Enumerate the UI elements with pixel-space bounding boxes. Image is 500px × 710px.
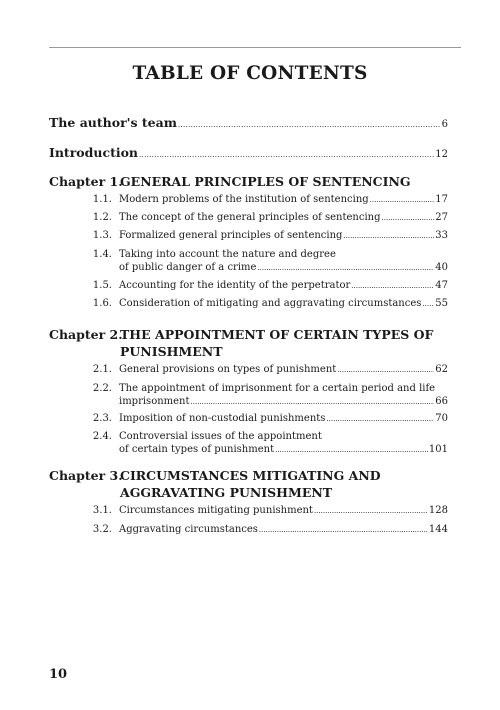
section-page: 66 [435, 395, 448, 407]
section-number: 3.2. [92, 524, 112, 535]
chapter-title: CIRCUMSTANCES MITIGATING AND AGGRAVATING PUNISHMENT [120, 468, 381, 500]
section-title: General provisions on types of punishment [119, 364, 337, 375]
section-title: Consideration of mitigating and aggravating circumstances [119, 298, 422, 309]
dot-leader [382, 212, 435, 225]
dot-leader [370, 194, 435, 207]
section-number: 2.4. [92, 431, 112, 442]
section-page: 101 [428, 443, 448, 455]
toc-entry-label: Introduction [49, 145, 139, 160]
section-number: 2.1. [92, 364, 112, 375]
section-title: Formalized general principles of sentencing [119, 230, 343, 241]
section-title-line1: The appointment of imprisonment for a certain period and life [119, 383, 436, 394]
section-number: 2.3. [92, 413, 112, 424]
toc-entry-authors-team[interactable] [49, 115, 448, 130]
dot-leader [351, 280, 434, 293]
section-title: The concept of the general principles of sentencing [119, 212, 381, 223]
chapter-number: Chapter 1. [49, 174, 123, 189]
section-title: Aggravating circumstances [119, 524, 258, 535]
section-page: 33 [435, 230, 448, 241]
section-title-line1: Controversial issues of the appointment [119, 431, 322, 442]
chapter-number: Chapter 2. [49, 327, 123, 342]
section-number: 1.3. [92, 230, 112, 241]
section-page: 17 [435, 194, 448, 205]
section-number: 1.4. [92, 249, 112, 260]
section-number: 2.2. [92, 383, 112, 394]
section-page: 27 [435, 212, 448, 223]
dot-leader [337, 364, 434, 377]
dot-leader [343, 230, 434, 243]
section-page: 47 [435, 280, 448, 291]
dot-leader [257, 262, 434, 275]
toc-entry-page: 6 [441, 119, 448, 130]
dot-leader [178, 121, 441, 129]
toc-entry-introduction[interactable] [49, 145, 448, 160]
dot-leader [326, 413, 434, 426]
chapter-number: Chapter 3. [49, 468, 123, 483]
section-title: of certain types of punishment [119, 443, 275, 455]
chapter-title: THE APPOINTMENT OF CERTAIN TYPES OF PUNISHMENT [120, 327, 434, 359]
dot-leader [275, 444, 428, 457]
header-rule [49, 47, 461, 48]
section-number: 1.1. [92, 194, 112, 205]
section-page: 144 [428, 524, 448, 535]
section-page: 128 [428, 505, 448, 516]
section-title: Modern problems of the institution of sentencing [119, 194, 369, 205]
section-page: 70 [435, 413, 448, 424]
section-title-line1: Taking into account the nature and degree [119, 249, 336, 260]
section-title: Circumstances mitigating punishment [119, 505, 313, 516]
dot-leader [314, 505, 428, 518]
section-title: of public danger of a crime [119, 261, 257, 273]
page-title: TABLE OF CONTENTS [132, 63, 368, 84]
dot-leader [191, 396, 435, 409]
chapter-title: GENERAL PRINCIPLES OF SENTENCING [120, 174, 411, 189]
toc-entry-page: 12 [435, 149, 448, 160]
toc-entry-label: The author's team [49, 115, 177, 130]
section-page: 62 [435, 364, 448, 375]
dot-leader [139, 151, 434, 159]
dot-leader [259, 524, 428, 537]
section-number: 1.6. [92, 298, 112, 309]
section-page: 40 [435, 261, 448, 273]
dot-leader [422, 298, 434, 311]
section-number: 1.5. [92, 280, 112, 291]
section-title: Accounting for the identity of the perpetrator [119, 280, 351, 291]
section-page: 55 [435, 298, 448, 309]
section-title: imprisonment [119, 395, 190, 407]
page-number: 10 [49, 667, 68, 682]
section-number: 3.1. [92, 505, 112, 516]
section-number: 1.2. [92, 212, 112, 223]
section-title: Imposition of non-custodial punishments [119, 413, 326, 424]
